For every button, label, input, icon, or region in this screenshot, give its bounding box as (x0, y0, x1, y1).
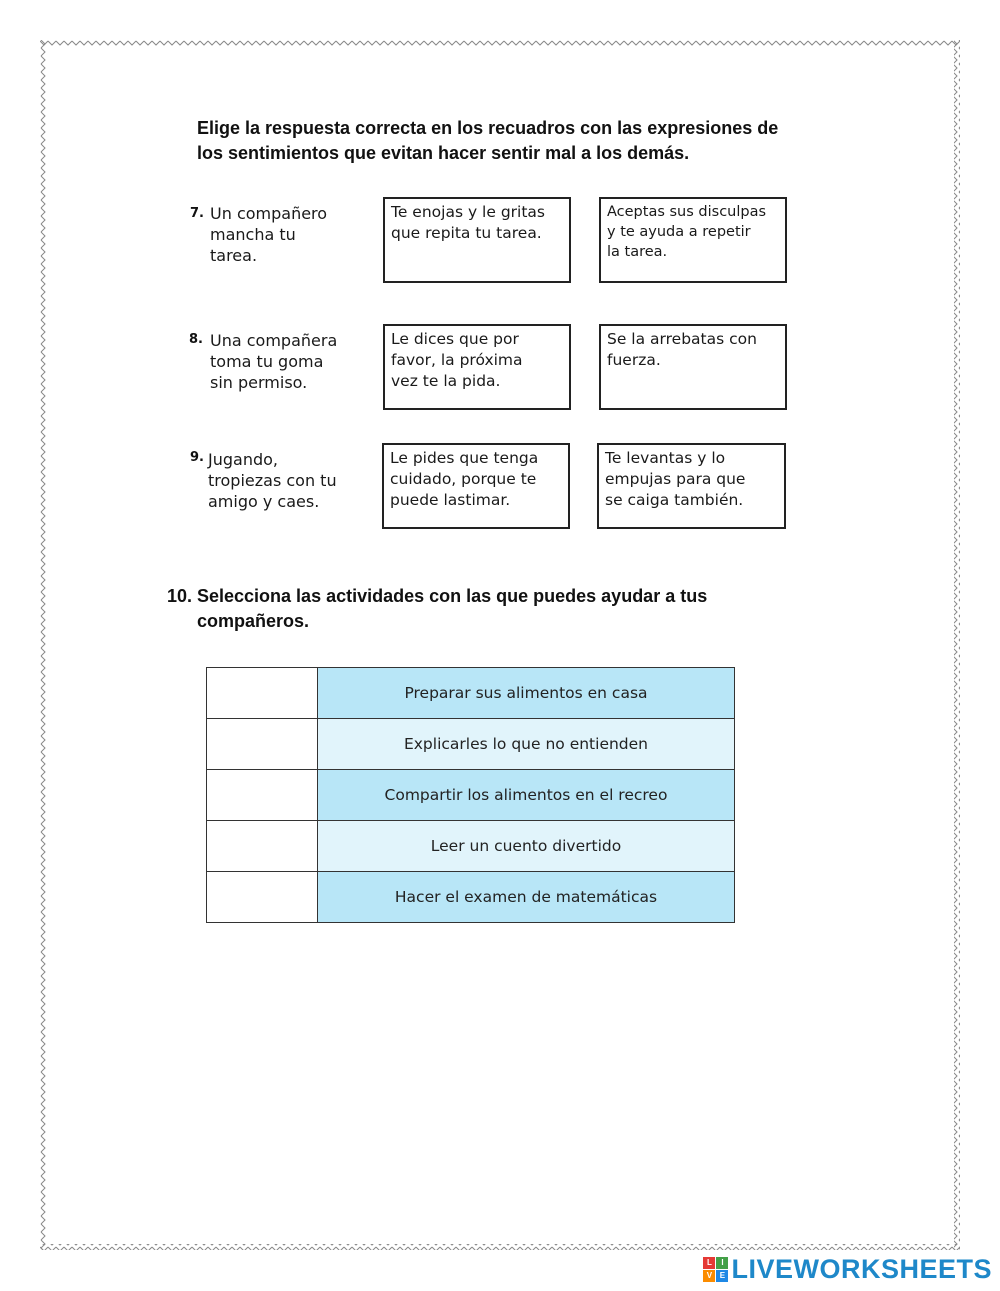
instructions-line-1: Elige la respuesta correcta en los recuadros con las expresiones de (197, 118, 779, 138)
option-line: favor, la próxima (391, 351, 523, 369)
logo-tile: V (703, 1270, 715, 1282)
option-line: Te enojas y le gritas (391, 203, 545, 221)
option-line: que repita tu tarea. (391, 224, 542, 242)
logo-tile: I (716, 1257, 728, 1269)
question-9-option-a[interactable] (382, 443, 570, 529)
activity-3-select-cell[interactable] (206, 770, 318, 820)
activities-table (206, 667, 735, 923)
instructions-line-2: los sentimientos que evitan hacer sentir mal a los demás. (197, 143, 690, 163)
question-8-line-3: sin permiso. (210, 373, 308, 392)
question-8-option-a[interactable] (383, 324, 571, 410)
table-row (206, 667, 735, 719)
option-line: se caiga también. (605, 491, 744, 509)
table-row (206, 719, 735, 770)
option-line: empujas para que (605, 470, 746, 488)
question-8-line-1: Una compañera (210, 331, 338, 350)
question-7-line-3: tarea. (210, 246, 258, 265)
question-8-option-b[interactable] (599, 324, 787, 410)
activity-1-select-cell[interactable] (206, 668, 318, 718)
logo-tile: L (703, 1257, 715, 1269)
option-line: Se la arrebatas con (607, 330, 757, 348)
question-7-text (210, 203, 327, 266)
logo-text: LIVEWORKSHEETS (731, 1254, 992, 1284)
option-line: y te ayuda a repetir (607, 224, 751, 240)
option-line: la tarea. (607, 244, 668, 260)
question-8-line-2: toma tu goma (210, 352, 324, 371)
table-row (206, 872, 735, 923)
logo-tiles-icon (703, 1257, 728, 1282)
activity-5-select-cell[interactable] (206, 872, 318, 922)
question-9-text (208, 449, 337, 512)
question-8-text (210, 330, 337, 393)
activity-2-select-cell[interactable] (206, 719, 318, 769)
question-7-line-2: mancha tu (210, 225, 296, 244)
activity-4-select-cell[interactable] (206, 821, 318, 871)
question-9-line-2: tropiezas con tu (208, 471, 337, 490)
option-line: Te levantas y lo (605, 449, 726, 467)
liveworksheets-logo (703, 1254, 992, 1285)
question-7-number: 7. (190, 206, 204, 221)
question-10-text (197, 584, 857, 634)
question-8-number: 8. (189, 332, 203, 347)
question-7-option-a[interactable] (383, 197, 571, 283)
question-9-option-b[interactable] (597, 443, 786, 529)
question-10-number: 10. (167, 586, 193, 606)
option-line: Aceptas sus disculpas (607, 204, 767, 220)
question-9-line-3: amigo y caes. (208, 492, 320, 511)
activity-1-label: Preparar sus alimentos en casa (318, 668, 735, 718)
question-10-line-2: compañeros. (197, 611, 310, 631)
question-9-number: 9. (190, 450, 204, 465)
option-line: Le pides que tenga (390, 449, 539, 467)
question-10-line-1: Selecciona las actividades con las que puedes ayudar a tus (197, 586, 708, 606)
activity-5-label: Hacer el examen de matemáticas (318, 872, 735, 922)
activity-2-label: Explicarles lo que no entienden (318, 719, 735, 769)
option-line: fuerza. (607, 351, 661, 369)
instructions (197, 116, 857, 166)
table-row (206, 770, 735, 821)
option-line: vez te la pida. (391, 372, 501, 390)
activity-3-label: Compartir los alimentos en el recreo (318, 770, 735, 820)
option-line: puede lastimar. (390, 491, 511, 509)
question-9-line-1: Jugando, (208, 450, 278, 469)
logo-tile: E (716, 1270, 728, 1282)
table-row (206, 821, 735, 872)
activity-4-label: Leer un cuento divertido (318, 821, 735, 871)
option-line: Le dices que por (391, 330, 519, 348)
option-line: cuidado, porque te (390, 470, 537, 488)
question-7-line-1: Un compañero (210, 204, 328, 223)
question-7-option-b[interactable] (599, 197, 787, 283)
